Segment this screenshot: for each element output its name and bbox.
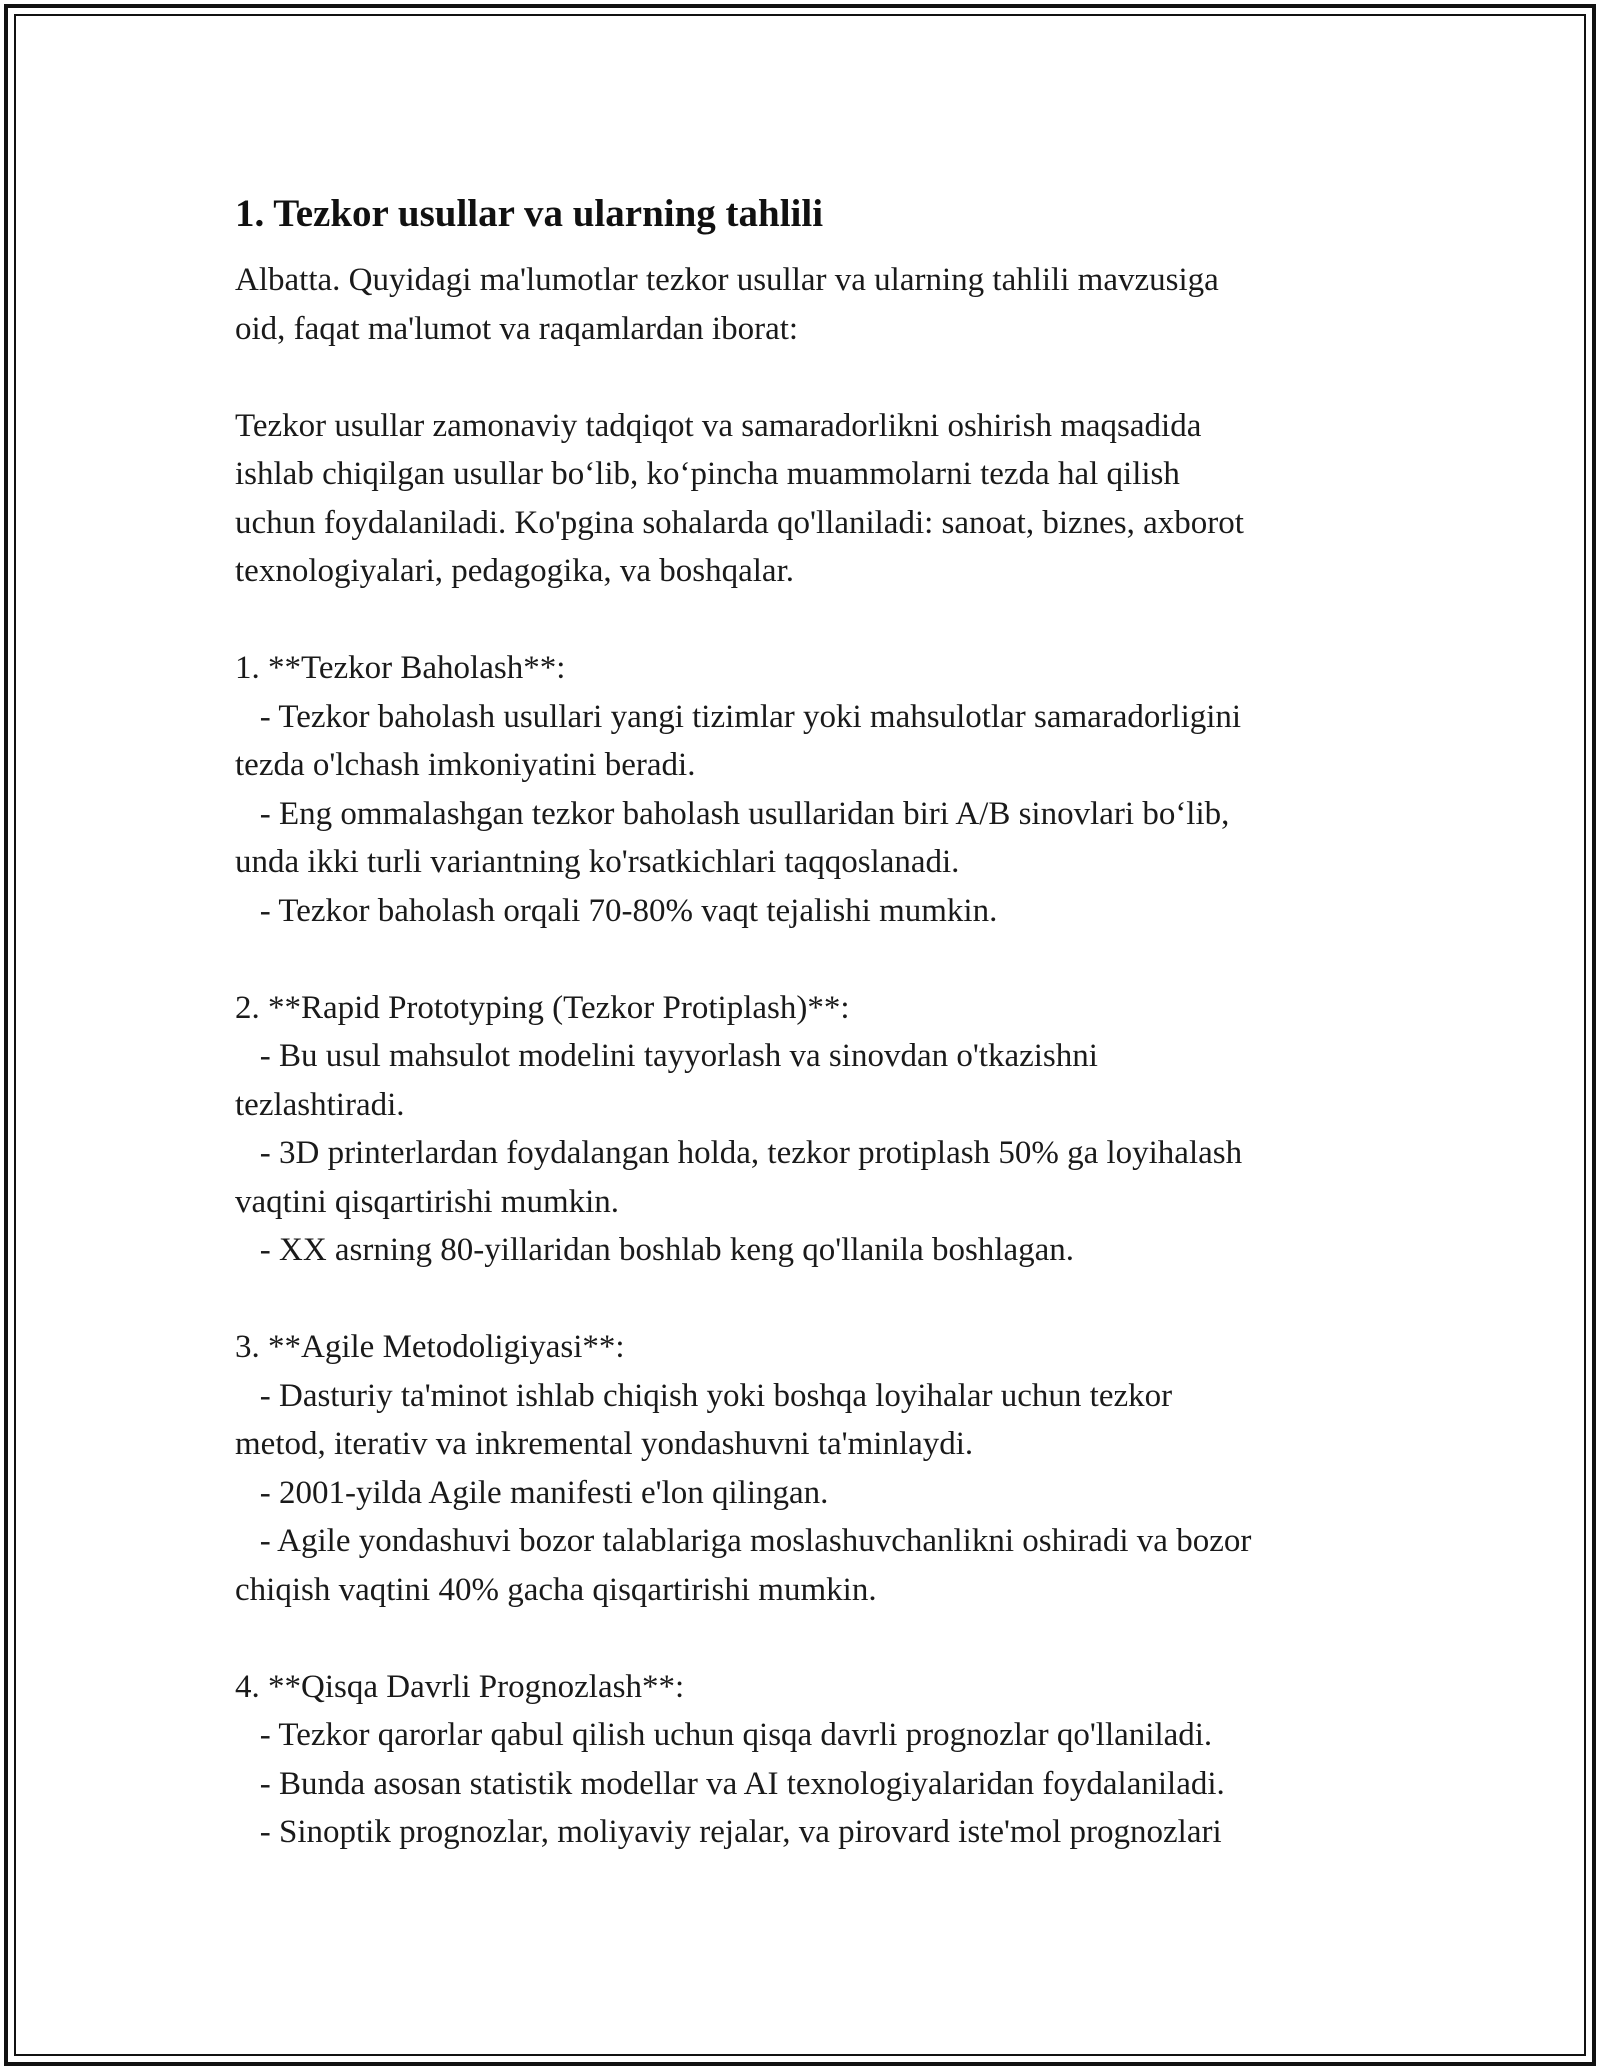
text-line: - 3D printerlardan foydalangan holda, tezkor protiplash 50% ga loyihalash [235, 1135, 1243, 1171]
section-tezkor-baholash [235, 644, 1385, 935]
text-line: - Tezkor baholash usullari yangi tizimlar yoki mahsulotlar samaradorligini [235, 698, 1242, 735]
text-line: - Tezkor baholash orqali 70-80% vaqt tejalishi mumkin. [235, 892, 998, 929]
text-line: - Dasturiy ta'minot ishlab chiqish yoki boshqa loyihalar uchun tezkor [235, 1377, 1173, 1414]
text-line: - Sinoptik prognozlar, moliyaviy rejalar, va pirovard iste'mol prognozlari [235, 1814, 1222, 1850]
text-line: - XX asrning 80-yillaridan boshlab keng qo'llanila boshlagan. [235, 1232, 1075, 1268]
document-body [235, 186, 1385, 1857]
text-line: unda ikki turli variantning ko'rsatkichlari taqqoslanadi. [235, 844, 960, 880]
section-agile [235, 1323, 1385, 1614]
text-line: ishlab chiqilgan usullar bo‘lib, ko‘pincha muammolarni tezda hal qilish [235, 456, 1180, 492]
text-line: Tezkor usullar zamonaviy tadqiqot va samaradorlikni oshirish maqsadida [235, 407, 1202, 444]
text-line: - 2001-yilda Agile manifesti e'lon qilingan. [235, 1474, 829, 1511]
text-line: tezda o'lchash imkoniyatini beradi. [235, 747, 696, 783]
text-line: metod, iterativ va inkremental yondashuvni ta'minlaydi. [235, 1426, 974, 1462]
overview-paragraph [235, 402, 1385, 596]
section-title: 3. **Agile Metodoligiyasi**: [235, 1329, 625, 1365]
section-title: 1. **Tezkor Baholash**: [235, 650, 566, 686]
section-title: 4. **Qisqa Davrli Prognozlash**: [235, 1668, 685, 1705]
text-line: vaqtini qisqartirishi mumkin. [235, 1183, 620, 1220]
text-line: chiqish vaqtini 40% gacha qisqartirishi mumkin. [235, 1571, 877, 1608]
text-line: Albatta. Quyidagi ma'lumotlar tezkor usullar va ularning tahlili mavzusiga [235, 262, 1219, 298]
text-line: - Agile yondashuvi bozor talablariga moslashuvchanlikni oshiradi va bozor [235, 1523, 1252, 1559]
page-title: 1. Tezkor usullar va ularning tahlili [235, 192, 824, 235]
text-line: texnologiyalari, pedagogika, va boshqalar. [235, 553, 795, 589]
text-line: uchun foydalaniladi. Ko'pgina sohalarda qo'llaniladi: sanoat, biznes, axborot [235, 504, 1244, 541]
text-line: - Bu usul mahsulot modelini tayyorlash va sinovdan o'tkazishni [235, 1038, 1098, 1074]
intro-paragraph [235, 256, 1385, 353]
text-line: - Tezkor qarorlar qabul qilish uchun qisqa davrli prognozlar qo'llaniladi. [235, 1717, 1213, 1753]
text-line: - Bunda asosan statistik modellar va AI texnologiyalaridan foydalaniladi. [235, 1765, 1225, 1802]
text-line: tezlashtiradi. [235, 1086, 405, 1123]
section-rapid-prototyping [235, 984, 1385, 1275]
section-title: 2. **Rapid Prototyping (Tezkor Protiplash)**: [235, 989, 850, 1026]
text-line: oid, faqat ma'lumot va raqamlardan iborat: [235, 310, 799, 347]
text-line: - Eng ommalashgan tezkor baholash usullaridan biri A/B sinovlari bo‘lib, [235, 795, 1230, 832]
section-qisqa-davrli-prognozlash [235, 1663, 1385, 1857]
